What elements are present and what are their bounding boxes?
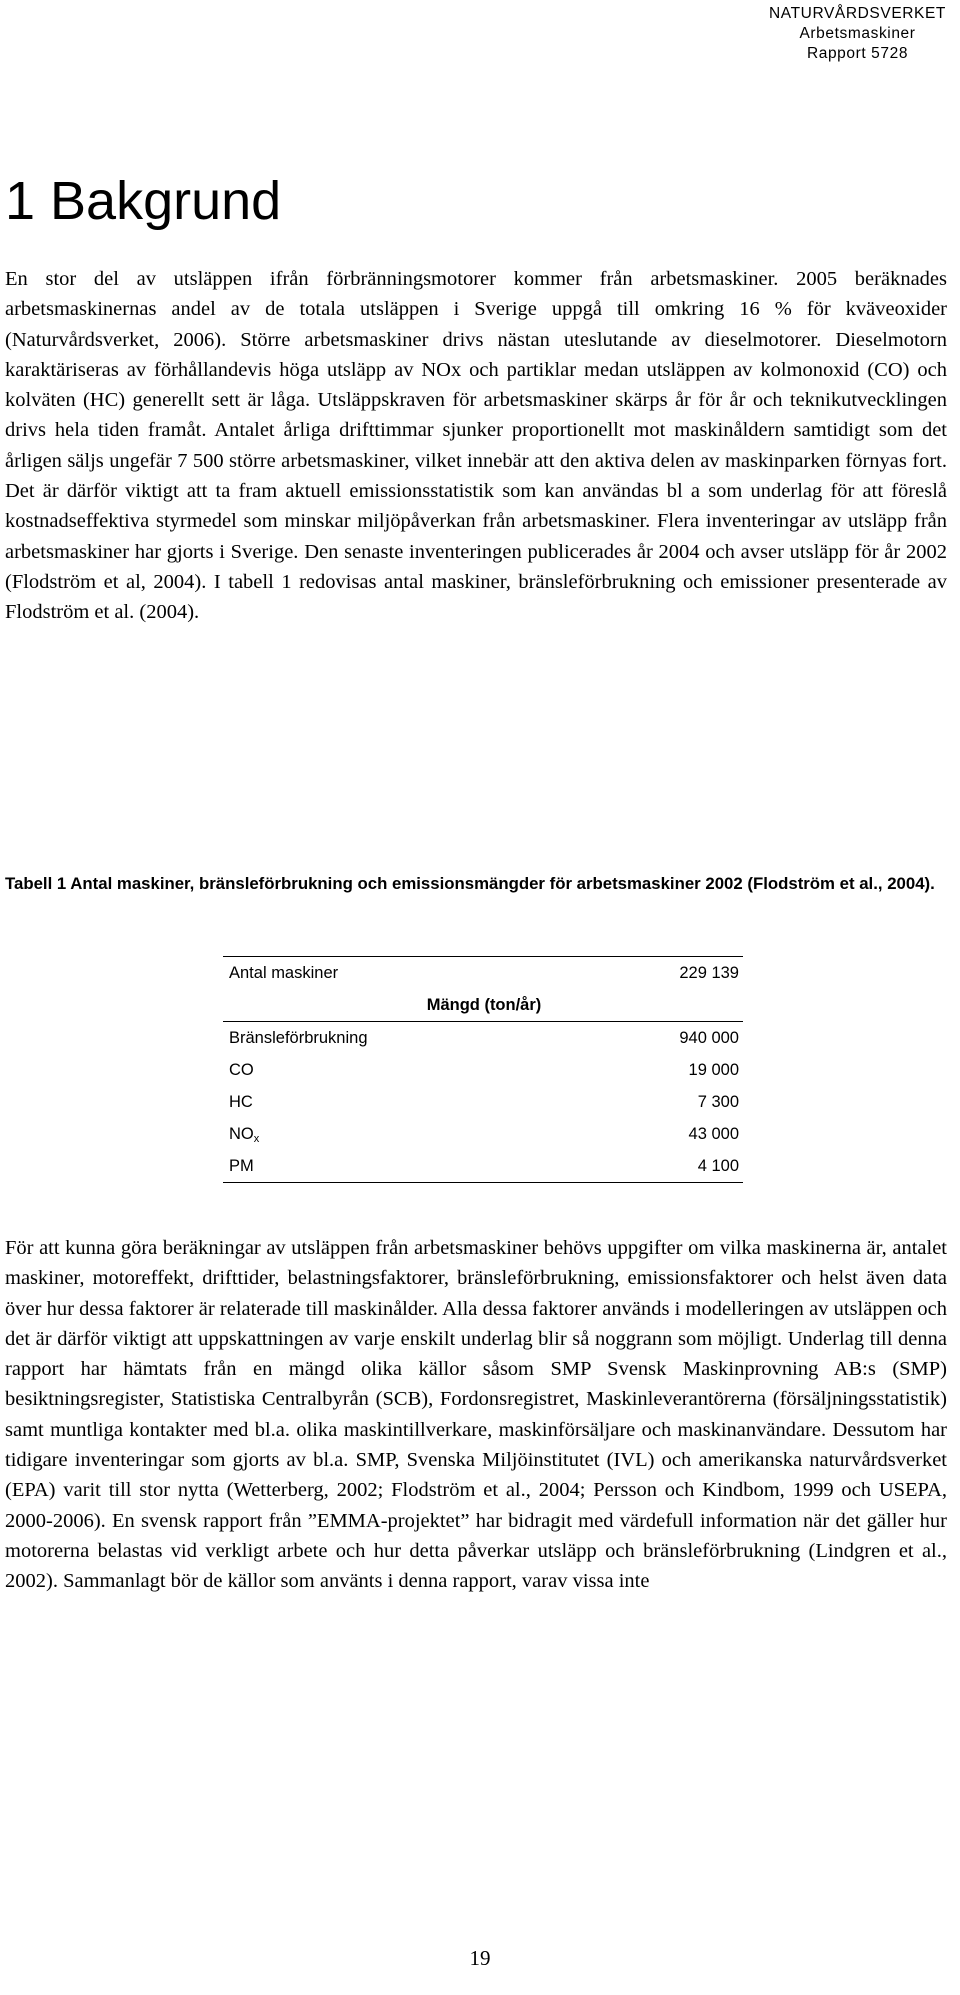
row-value: 4 100	[577, 1150, 743, 1183]
row-value: 43 000	[688, 1124, 739, 1143]
header-org: NATURVÅRDSVERKET	[769, 5, 946, 22]
row-label: CO	[229, 1060, 254, 1079]
row-label-with-subscript	[223, 1118, 577, 1150]
row-label: Bränsleförbrukning	[223, 1022, 577, 1055]
row-label: NO	[229, 1124, 254, 1143]
row-label-subscript: x	[253, 1132, 260, 1145]
section-heading: 1 Bakgrund	[5, 171, 282, 231]
count-value: 229 139	[577, 957, 743, 990]
unit-header: Mängd (ton/år)	[426, 995, 542, 1014]
table-row-count	[223, 957, 743, 990]
row-label: PM	[223, 1150, 577, 1183]
row-label: HC	[229, 1092, 253, 1111]
table-caption: Tabell 1 Antal maskiner, bränsleförbrukning och emissionsmängder för arbetsmaskiner 2002 (Flodström et al., 2004).	[5, 874, 935, 893]
paragraph-sources: För att kunna göra beräkningar av utsläppen från arbetsmaskiner behövs uppgifter om vilka maskinerna är, antalet maskiner, motoreffekt, drifttider, belastningsfaktorer, bränsleförbrukning, emissionsfaktorer och helst även data över hur dessa faktorer är relaterade till maskinålder. Alla dessa faktorer används i modelleringen av utsläppen och det är därför viktigt att uppskattningen av varje enskilt underlag blir så noggrann som möjligt. Underlag till denna rapport har hämtats från en mängd olika källor såsom SMP Svensk Maskinprovning AB:s (SMP) besiktningsregister, Statistiska Centralbyrån (SCB), Fordonsregistret, Maskinleverantörerna (försäljningsstatistik) samt muntliga kontakter med bl.a. olika maskintillverkare, maskinförsäljare och maskinanvändare. Dessutom har tidigare inventeringar som gjorts av bl.a. SMP, Svenska Miljöinstitutet (IVL) och amerikanska naturvårdsverket (EPA) varit till stor nytta (Wetterberg, 2002; Flodström et al., 2004; Persson och Kindbom, 1999 och USEPA, 2000-2006). En svensk rapport från ”EMMA-projektet” har bidragit med värdefull information när det gäller hur motorerna belastas vid verkligt arbete och hur detta påverkar utsläpp och bränsleförbrukning (Lindgren et al., 2002). Sammanlagt bör de källor som använts i denna rapport, varav vissa inte	[5, 1237, 947, 1593]
row-value: 7 300	[697, 1092, 739, 1111]
page-header	[769, 4, 946, 64]
count-label: Antal maskiner	[223, 957, 577, 990]
table-row	[223, 1150, 743, 1183]
page-number: 19	[469, 1946, 491, 1970]
table-row-unit-header	[223, 989, 743, 1022]
table-row	[223, 1054, 743, 1086]
table-row	[223, 1086, 743, 1118]
table-row	[223, 1022, 743, 1055]
table-row	[223, 1118, 743, 1150]
header-subject: Arbetsmaskiner	[799, 25, 916, 42]
header-report: Rapport 5728	[806, 45, 909, 62]
row-value: 19 000	[688, 1060, 739, 1079]
row-value: 940 000	[577, 1022, 743, 1055]
paragraph-intro: En stor del av utsläppen ifrån förbränningsmotorer kommer från arbetsmaskiner. 2005 beräknades arbetsmaskinernas andel av de totala utsläppen i Sverige uppgå till omkring 16 % för kväveoxider (Naturvårdsverket, 2006). Större arbetsmaskiner drivs nästan uteslutande av dieselmotorer. Dieselmotorn karaktäriseras av förhållandevis höga utsläpp av NOx och partiklar medan utsläppen av kolmonoxid (CO) och kolväten (HC) generellt sett är låga. Utsläppskraven för arbetsmaskiner skärps år för år och teknikutvecklingen drivs hela tiden framåt. Antalet årliga drifttimmar sjunker proportionellt mot maskinåldern samtidigt som det årligen säljs ungefär 7 500 större arbetsmaskiner, vilket innebär att den aktiva delen av maskinparken förnyas fort. Det är därför viktigt att ta fram aktuell emissionsstatistik som kan användas bl a som underlag för att föreslå kostnadseffektiva styrmedel som minskar miljöpåverkan från arbetsmaskiner. Flera inventeringar av utsläpp från arbetsmaskiner har gjorts i Sverige. Den senaste inventeringen publicerades år 2004 och avser utsläpp för år 2002 (Flodström et al, 2004). I tabell 1 redovisas antal maskiner, bränsleförbrukning och emissioner presenterade av Flodström et al. (2004).	[5, 268, 947, 624]
emissions-table	[223, 956, 743, 1183]
